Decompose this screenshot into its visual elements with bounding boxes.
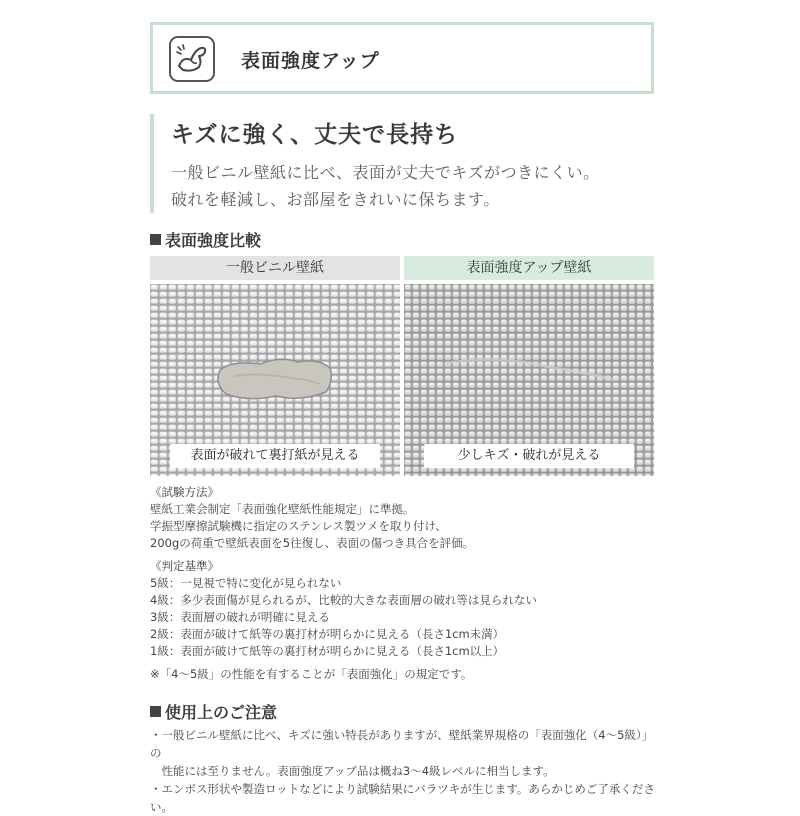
criteria-line: 2級：表面が破けて紙等の裏打材が明らかに見える（長さ1cm未満） xyxy=(150,627,505,641)
enhanced-vinyl-caption: 少しキズ・破れが見える xyxy=(424,444,634,468)
lead-block xyxy=(150,114,691,213)
test-method-title: 《試験方法》 xyxy=(150,485,219,499)
section-title: 表面強度アップ xyxy=(241,50,380,72)
criteria-line: 3級：表面層の破れが明確に見える xyxy=(150,610,330,624)
square-bullet-icon xyxy=(150,234,161,245)
note-line: 性能には至りません。表面強度アップ品は概ね3〜4級レベルに相当します。 xyxy=(150,764,555,778)
comparison-title: 表面強度比較 xyxy=(150,228,261,251)
flexed-arm-icon xyxy=(169,36,215,82)
test-details xyxy=(150,484,660,683)
enhanced-vinyl-label: 表面強度アップ壁紙 xyxy=(404,256,654,280)
criteria-line: 1級：表面が破けて紙等の裏打材が明らかに見える（長さ1cm以上） xyxy=(150,644,505,658)
enhanced-vinyl-photo xyxy=(404,284,654,476)
note-line: ・一般ビニル壁紙に比べ、キズに強い特長がありますが、壁紙業界規格の「表面強化（4〜5級）」の xyxy=(150,728,654,760)
standard-vinyl-photo xyxy=(150,284,400,476)
notes-title: 使用上のご注意 xyxy=(150,700,277,723)
test-method-line: 壁紙工業会制定「表面強化壁紙性能規定」に準拠。 xyxy=(150,502,415,516)
lead-body xyxy=(171,159,691,213)
lead-line-1: 一般ビニル壁紙に比べ、表面が丈夫でキズがつきにくい。 xyxy=(171,163,600,182)
note-line: ・エンボス形状や製造ロットなどにより試験結果にバラツキが生じます。あらかじめご了承ください。 xyxy=(150,782,655,814)
test-method-line: 学振型摩擦試験機に指定のステンレス製ツメを取り付け、 xyxy=(150,519,447,533)
lead-title: キズに強く、丈夫で長持ち xyxy=(171,122,459,148)
criteria-footnote: ※「4〜5級」の性能を有することが「表面強化」の規定です。 xyxy=(150,667,473,681)
criteria-line: 5級：一見視で特に変化が見られない xyxy=(150,576,342,590)
lead-line-2: 破れを軽減し、お部屋をきれいに保ちます。 xyxy=(171,190,500,209)
square-bullet-icon xyxy=(150,706,161,717)
criteria-line: 4級：多少表面傷が見られるが、比較的大きな表面層の破れ等は見られない xyxy=(150,593,537,607)
section-header xyxy=(150,22,654,94)
test-method-line: 200gの荷重で壁紙表面を5往復し、表面の傷つき具合を評価。 xyxy=(150,536,475,550)
standard-vinyl-label: 一般ビニル壁紙 xyxy=(150,256,400,280)
standard-vinyl-caption: 表面が破れて裏打紙が見える xyxy=(170,444,380,468)
criteria-title: 《判定基準》 xyxy=(150,559,219,573)
notes-list xyxy=(150,726,660,816)
